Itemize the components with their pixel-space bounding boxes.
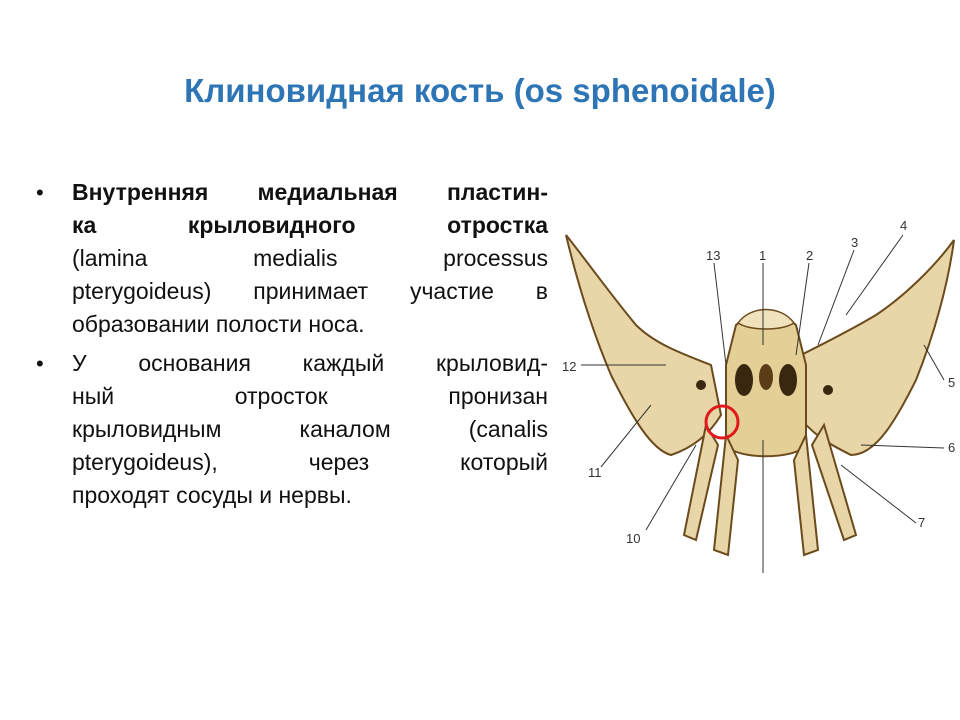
slide-title: Клиновидная кость (os sphenoidale)	[184, 72, 776, 109]
leader-line-13	[714, 263, 726, 365]
left-pterygoid-process	[714, 435, 738, 555]
bullet-marker: •	[36, 351, 44, 376]
text-line: ный отросток пронизан	[72, 383, 548, 409]
sphenoid-bone-svg	[556, 205, 960, 580]
foramen-left	[696, 380, 706, 390]
label-13: 13	[706, 248, 721, 263]
right-greater-wing	[794, 240, 954, 455]
sinus-opening-center	[759, 364, 773, 390]
label-6: 6	[948, 440, 956, 455]
label-2: 2	[806, 248, 814, 263]
label-11: 11	[588, 465, 602, 480]
label-4: 4	[900, 218, 908, 233]
bullet-marker: •	[36, 180, 44, 205]
label-5: 5	[948, 375, 956, 390]
sphenoid-bone-illustration	[556, 205, 960, 580]
leader-line-5	[924, 345, 944, 380]
leader-line-11	[601, 405, 651, 467]
text-line: ка крыловидного отростка	[72, 212, 548, 238]
foramen-right	[823, 385, 833, 395]
sinus-opening-left	[735, 364, 753, 396]
label-1: 1	[759, 248, 767, 263]
label-10: 10	[626, 531, 641, 546]
leader-line-2	[796, 263, 809, 355]
text-line: проходят сосуды и нервы.	[72, 482, 352, 508]
text-line: У основания каждый крыловид-	[72, 350, 548, 376]
text-line: pterygoideus) принимает участие в	[72, 278, 548, 304]
label-12: 12	[562, 359, 577, 374]
left-greater-wing	[566, 235, 721, 455]
bullet-item-2	[36, 347, 548, 512]
text-line: крыловидным каналом (canalis	[72, 416, 548, 442]
label-7: 7	[918, 515, 926, 530]
leader-line-7	[841, 465, 916, 523]
text-line: Внутренняя медиальная пластин-	[72, 179, 548, 205]
sinus-opening-right	[779, 364, 797, 396]
bullet-list	[36, 176, 548, 518]
sella-turcica	[738, 310, 794, 330]
bullet-item-1	[36, 176, 548, 341]
text-line: (lamina medialis processus	[72, 245, 548, 271]
label-3: 3	[851, 235, 859, 250]
text-line: pterygoideus), через который	[72, 449, 548, 475]
text-line: образовании полости носа.	[72, 311, 365, 337]
